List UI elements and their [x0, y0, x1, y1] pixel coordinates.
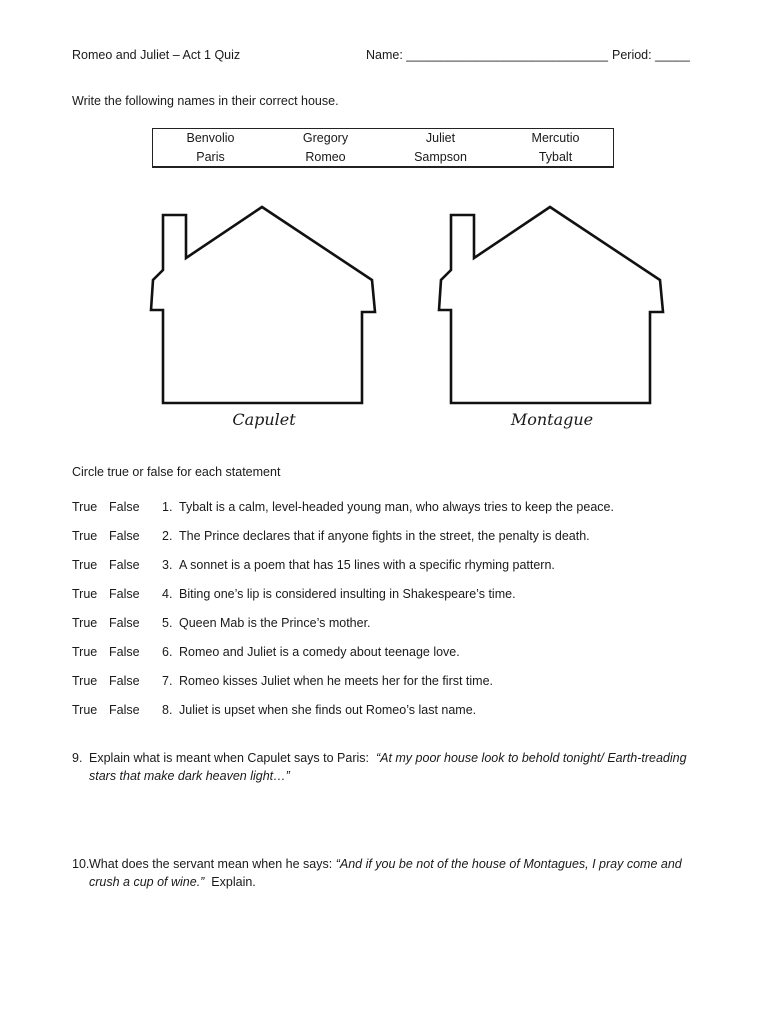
- question-prompt: What does the servant mean when he says:: [89, 857, 333, 871]
- statement-text: Queen Mab is the Prince’s mother.: [179, 616, 371, 630]
- statement-text: Tybalt is a calm, level-headed young man, who always tries to keep the peace.: [179, 500, 614, 514]
- statement-text: Romeo kisses Juliet when he meets her for the first time.: [179, 674, 494, 688]
- question-prompt: Explain what is meant when Capulet says to Paris:: [89, 751, 369, 765]
- word-bank-name: Juliet: [425, 131, 456, 146]
- capulet-house-outline[interactable]: [148, 204, 378, 406]
- true-option[interactable]: True: [72, 645, 98, 659]
- statement-text: A sonnet is a poem that has 15 lines with a specific rhyming pattern.: [179, 558, 555, 572]
- montague-label: Montague: [510, 410, 594, 429]
- false-option[interactable]: False: [109, 558, 140, 572]
- statement-number: 6.: [162, 645, 173, 659]
- statement-number: 5.: [162, 616, 173, 630]
- section1-instruction: Write the following names in their correct house.: [72, 94, 339, 108]
- statement-number: 1.: [162, 500, 173, 514]
- false-option[interactable]: False: [109, 616, 140, 630]
- false-option[interactable]: False: [109, 674, 140, 688]
- question-number: 10.: [72, 857, 90, 871]
- capulet-label: Capulet: [232, 410, 296, 429]
- statement-number: 8.: [162, 703, 173, 717]
- word-bank-name: Gregory: [302, 131, 349, 146]
- false-option[interactable]: False: [109, 703, 140, 717]
- false-option[interactable]: False: [109, 529, 140, 543]
- statement-text: Romeo and Juliet is a comedy about teenage love.: [179, 645, 460, 659]
- word-bank-name: Benvolio: [186, 131, 235, 146]
- question-quote: “At my poor house look to behold tonight/ Earth-treading stars that make dark heaven light…”: [89, 751, 687, 783]
- statement-number: 3.: [162, 558, 173, 572]
- question-quote: “And if you be not of the house of Montagues, I pray come and crush a cup of wine.”: [89, 857, 682, 889]
- section2-instruction: Circle true or false for each statement: [72, 465, 281, 479]
- word-bank: [152, 128, 614, 168]
- statement-number: 2.: [162, 529, 173, 543]
- word-bank-name: Romeo: [305, 149, 346, 164]
- word-bank-name: Mercutio: [531, 131, 580, 146]
- false-option[interactable]: False: [109, 645, 140, 659]
- statement-text: Juliet is upset when she finds out Romeo’s last name.: [179, 703, 477, 717]
- quiz-title: Romeo and Juliet – Act 1 Quiz: [72, 48, 241, 62]
- question-9: [72, 749, 702, 785]
- question-10: [72, 855, 702, 891]
- word-bank-name: Paris: [196, 149, 225, 164]
- true-option[interactable]: True: [72, 616, 98, 630]
- true-option[interactable]: True: [72, 674, 98, 688]
- true-option[interactable]: True: [72, 703, 98, 717]
- name-field[interactable]: Name: _____________________________: [366, 48, 608, 62]
- statement-number: 4.: [162, 587, 173, 601]
- word-bank-name: Tybalt: [538, 149, 573, 164]
- period-field[interactable]: Period: _____: [612, 48, 690, 62]
- false-option[interactable]: False: [109, 587, 140, 601]
- montague-house-outline[interactable]: [436, 204, 666, 406]
- true-option[interactable]: True: [72, 500, 98, 514]
- word-bank-name: Sampson: [414, 149, 467, 164]
- statement-text: Biting one’s lip is considered insulting in Shakespeare’s time.: [179, 587, 516, 601]
- false-option[interactable]: False: [109, 500, 140, 514]
- true-option[interactable]: True: [72, 529, 98, 543]
- statement-text: The Prince declares that if anyone fights in the street, the penalty is death.: [179, 529, 590, 543]
- question-number: 9.: [72, 751, 83, 765]
- statement-number: 7.: [162, 674, 173, 688]
- true-option[interactable]: True: [72, 587, 98, 601]
- question-tail: Explain.: [211, 875, 256, 889]
- true-option[interactable]: True: [72, 558, 98, 572]
